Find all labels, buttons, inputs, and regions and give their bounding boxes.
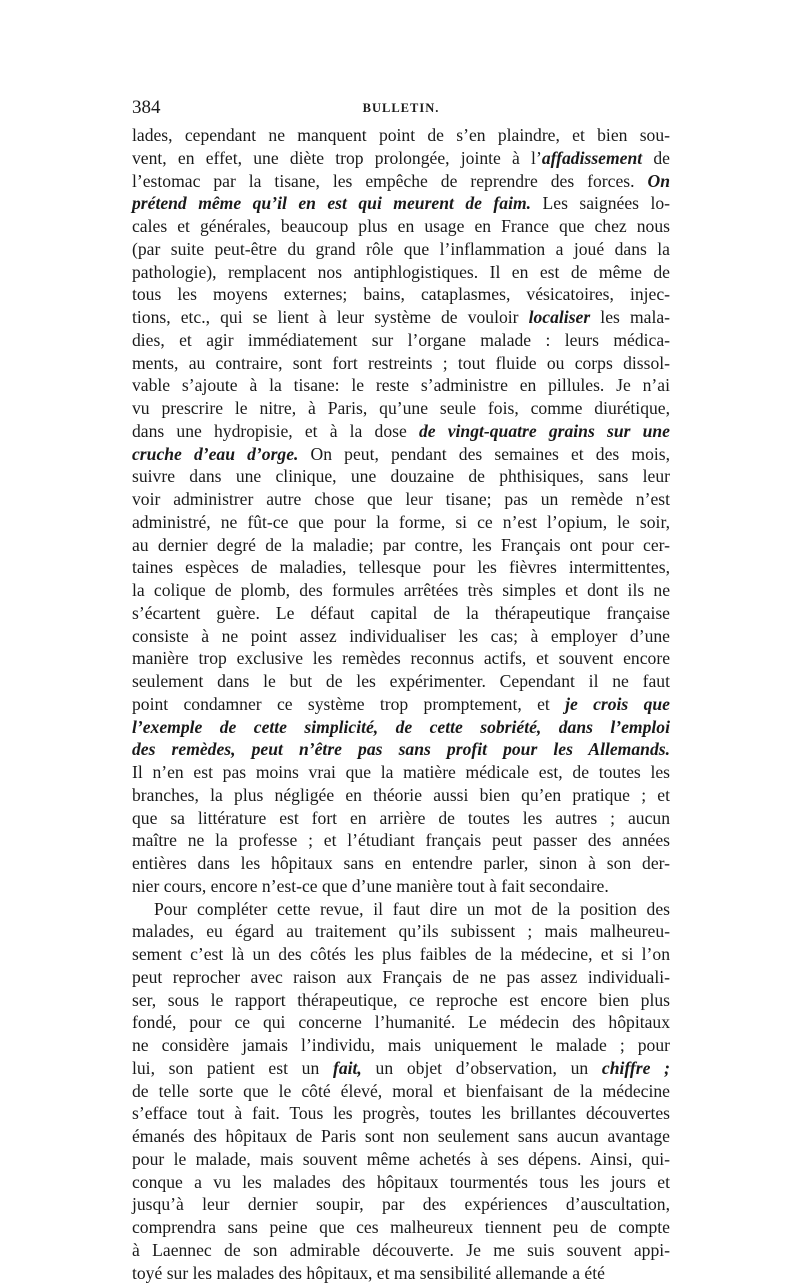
text-run: administré, ne fût-ce que pour la forme, si ce n’est l’opium, le soir, xyxy=(132,512,670,532)
text-line xyxy=(132,1080,670,1103)
text-run: branches, la plus négligée en théorie aussi bien qu’en pratique ; et xyxy=(132,785,670,805)
text-line xyxy=(132,1148,670,1171)
text-line xyxy=(132,170,670,193)
text-line xyxy=(132,215,670,238)
text-run: dies, et agir immédiatement sur l’organe malade : leurs médica- xyxy=(132,330,670,350)
italic-text: l’exemple de cette simplicité, de cette sobriété, dans l’emploi xyxy=(132,717,670,737)
text-line xyxy=(132,761,670,784)
text-line xyxy=(132,852,670,875)
text-line xyxy=(132,556,670,579)
text-line xyxy=(132,1239,670,1262)
text-line xyxy=(132,147,670,170)
text-run: tous les moyens externes; bains, cataplasmes, vésicatoires, injec- xyxy=(132,284,670,304)
text-run: la colique de plomb, des formules arrêtées très simples et dont ils ne xyxy=(132,580,670,600)
text-run: conque a vu les malades des hôpitaux tourmentés tous les jours et xyxy=(132,1172,670,1192)
text-line xyxy=(132,511,670,534)
text-run: toyé sur les malades des hôpitaux, et ma sensibilité allemande a été xyxy=(132,1263,605,1283)
text-line xyxy=(132,602,670,625)
text-run: les mala- xyxy=(590,307,670,327)
text-run: ments, au contraire, sont fort restreints ; tout fluide ou corps dissol- xyxy=(132,353,670,373)
page-number: 384 xyxy=(132,97,161,119)
text-run: cales et générales, beaucoup plus en usage en France que chez nous xyxy=(132,216,670,236)
text-line xyxy=(132,829,670,852)
text-run: dans une hydropisie, et à la dose xyxy=(132,421,419,441)
text-run: ne considère jamais l’individu, mais uniquement le malade ; pour xyxy=(132,1035,670,1055)
text-line xyxy=(132,1262,670,1284)
text-line xyxy=(132,1171,670,1194)
italic-text: des remèdes, peut n’être pas sans profit pour les Allemands. xyxy=(132,739,670,759)
text-run: comprendra sans peine que ces malheureux tiennent peu de compte xyxy=(132,1217,670,1237)
text-run: vu prescrire le nitre, à Paris, qu’une seule fois, comme diurétique, xyxy=(132,398,670,418)
text-run: manière trop exclusive les remèdes reconnus actifs, et souvent encore xyxy=(132,648,670,668)
text-run: nier cours, encore n’est-ce que d’une manière tout à fait secondaire. xyxy=(132,876,609,896)
paragraph xyxy=(132,898,670,1284)
text-line xyxy=(132,534,670,557)
text-run: suivre dans une clinique, une douzaine de phthisiques, sans leur xyxy=(132,466,670,486)
text-run: seulement dans le but de les expérimenter. Cependant il ne faut xyxy=(132,671,670,691)
text-line xyxy=(132,283,670,306)
text-line xyxy=(132,397,670,420)
text-line xyxy=(132,192,670,215)
text-line xyxy=(132,625,670,648)
text-run: pour le malade, mais souvent même achetés à ses dépens. Ainsi, qui- xyxy=(132,1149,670,1169)
text-run: entières dans les hôpitaux sans en entendre parler, sinon à son der- xyxy=(132,853,670,873)
text-line xyxy=(132,989,670,1012)
text-line xyxy=(132,875,670,898)
text-line xyxy=(132,898,670,921)
italic-text: localiser xyxy=(529,307,591,327)
italic-text: de vingt-quatre grains sur une xyxy=(419,421,670,441)
text-line xyxy=(132,647,670,670)
text-run: (par suite peut-être du grand rôle que l’inflammation a joué dans la xyxy=(132,239,670,259)
text-run: sement c’est là un des côtés les plus faibles de la médecine, et si l’on xyxy=(132,944,670,964)
text-line xyxy=(132,966,670,989)
text-line xyxy=(132,306,670,329)
text-line xyxy=(132,1193,670,1216)
text-line xyxy=(132,1057,670,1080)
text-line xyxy=(132,352,670,375)
text-run: s’écartent guère. Le défaut capital de la thérapeutique française xyxy=(132,603,670,623)
text-run: tions, etc., qui se lient à leur système de vouloir xyxy=(132,307,529,327)
text-run: ser, sous le rapport thérapeutique, ce reproche est encore bien plus xyxy=(132,990,670,1010)
text-line xyxy=(132,1102,670,1125)
text-line xyxy=(132,238,670,261)
text-run: vent, en effet, une diète trop prolongée, jointe à l’ xyxy=(132,148,542,168)
text-run: Il n’en est pas moins vrai que la matière médicale est, de toutes les xyxy=(132,762,670,782)
text-line xyxy=(132,329,670,352)
text-line xyxy=(132,716,670,739)
text-line xyxy=(132,670,670,693)
italic-text: On xyxy=(648,171,671,191)
text-line xyxy=(132,943,670,966)
italic-text: prétend même qu’il en est qui meurent de faim. xyxy=(132,193,531,213)
text-line xyxy=(132,261,670,284)
body-text xyxy=(132,124,670,1284)
text-run: de xyxy=(642,148,670,168)
text-run: voir administrer autre chose que leur tisane; pas un remède n’est xyxy=(132,489,670,509)
text-run: lades, cependant ne manquent point de s’en plaindre, et bien sou- xyxy=(132,125,670,145)
text-run: s’efface tout à fait. Tous les progrès, toutes les brillantes découvertes xyxy=(132,1103,670,1123)
text-run: l’estomac par la tisane, les empêche de reprendre des forces. xyxy=(132,171,648,191)
text-line xyxy=(132,465,670,488)
text-line xyxy=(132,1125,670,1148)
text-run: un objet d’observation, un xyxy=(362,1058,602,1078)
text-run: pathologie), remplacent nos antiphlogistiques. Il en est de même de xyxy=(132,262,670,282)
text-line xyxy=(132,738,670,761)
text-line xyxy=(132,1216,670,1239)
text-run: peut reprocher avec raison aux Français de ne pas assez individuali- xyxy=(132,967,670,987)
text-run: au dernier degré de la maladie; par contre, les Français ont pour cer- xyxy=(132,535,670,555)
text-line xyxy=(132,579,670,602)
text-line xyxy=(132,1034,670,1057)
text-line xyxy=(132,420,670,443)
text-run: de telle sorte que le côté élevé, moral et bienfaisant de la médecine xyxy=(132,1081,670,1101)
text-line xyxy=(132,124,670,147)
italic-text: affadissement xyxy=(542,148,642,168)
text-run: point condamner ce système trop promptement, et xyxy=(132,694,565,714)
text-line xyxy=(132,784,670,807)
italic-text: chiffre ; xyxy=(602,1058,670,1078)
text-run: jusqu’à leur dernier soupir, par des expériences d’auscultation, xyxy=(132,1194,670,1214)
text-run: On peut, pendant des semaines et des mois, xyxy=(298,444,670,464)
paragraph xyxy=(132,124,670,898)
text-run: malades, eu égard au traitement qu’ils subissent ; mais malheureu- xyxy=(132,921,670,941)
running-title: BULLETIN. xyxy=(132,101,670,116)
italic-text: cruche d’eau d’orge. xyxy=(132,444,298,464)
text-line xyxy=(132,920,670,943)
text-run: consiste à ne point assez individualiser les cas; à employer d’une xyxy=(132,626,670,646)
text-run: à Laennec de son admirable découverte. Je me suis souvent appi- xyxy=(132,1240,670,1260)
text-run: lui, son patient est un xyxy=(132,1058,333,1078)
text-run: émanés des hôpitaux de Paris sont non seulement sans aucun avantage xyxy=(132,1126,670,1146)
page-header xyxy=(132,97,670,123)
text-run: vable s’ajoute à la tisane: le reste s’administre en pillules. Je n’ai xyxy=(132,375,670,395)
text-line xyxy=(132,488,670,511)
text-run: Les saignées lo- xyxy=(531,193,670,213)
text-line xyxy=(132,693,670,716)
text-line xyxy=(132,443,670,466)
text-run: Pour compléter cette revue, il faut dire un mot de la position des xyxy=(154,899,670,919)
text-run: fondé, pour ce qui concerne l’humanité. Le médecin des hôpitaux xyxy=(132,1012,670,1032)
text-run: taines espèces de maladies, tellesque pour les fièvres intermittentes, xyxy=(132,557,670,577)
italic-text: fait, xyxy=(333,1058,362,1078)
text-line xyxy=(132,1011,670,1034)
text-line xyxy=(132,807,670,830)
italic-text: je crois que xyxy=(565,694,670,714)
text-run: maître ne la professe ; et l’étudiant français peut passer des années xyxy=(132,830,670,850)
text-run: que sa littérature est fort en arrière de toutes les autres ; aucun xyxy=(132,808,670,828)
text-line xyxy=(132,374,670,397)
